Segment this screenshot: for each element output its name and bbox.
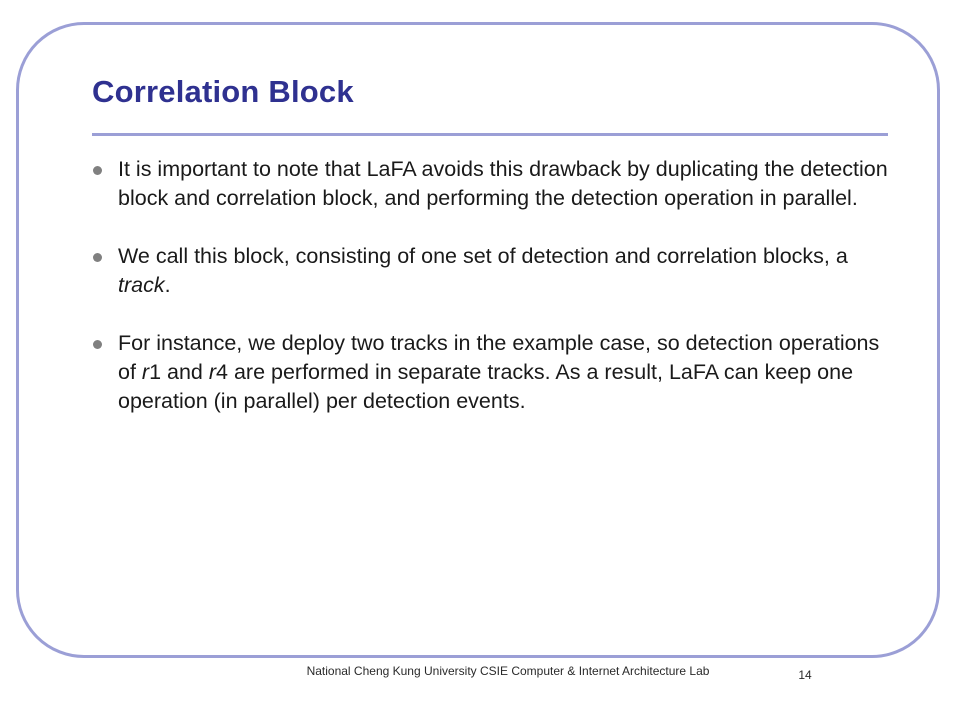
- footer-text: National Cheng Kung University CSIE Computer & Internet Architecture Lab: [306, 664, 710, 678]
- page-number: 14: [798, 668, 812, 682]
- text-run: It is important to note that LaFA avoids this drawback by duplicating the detection block and correlation block, and performing the detection operation in parallel.: [118, 157, 888, 210]
- bullet-dot-icon: [93, 340, 102, 349]
- text-run: 4 are performed in separate tracks. As a result, LaFA can keep one operation (in parallel) per detection events.: [118, 360, 854, 413]
- text-run: We call this block, consisting of one set of detection and correlation blocks, a: [118, 244, 848, 268]
- bullet-item: [92, 155, 892, 213]
- bullet-text: [118, 157, 888, 210]
- text-run: For instance, we deploy two tracks in the example case, so detection operations of: [118, 331, 880, 384]
- bullet-text: [118, 244, 848, 297]
- slide-title: Correlation Block: [92, 74, 354, 109]
- text-run: 1 and: [149, 360, 209, 384]
- bullet-list: [92, 155, 892, 445]
- title-divider: [92, 133, 888, 136]
- bullet-item: [92, 242, 892, 300]
- bullet-dot-icon: [93, 253, 102, 262]
- italic-term: track: [118, 273, 165, 297]
- bullet-item: [92, 329, 892, 416]
- bullet-text: [118, 331, 879, 413]
- italic-term: r: [141, 360, 150, 384]
- italic-term: r: [208, 360, 217, 384]
- bullet-dot-icon: [93, 166, 102, 175]
- text-run: .: [164, 273, 171, 297]
